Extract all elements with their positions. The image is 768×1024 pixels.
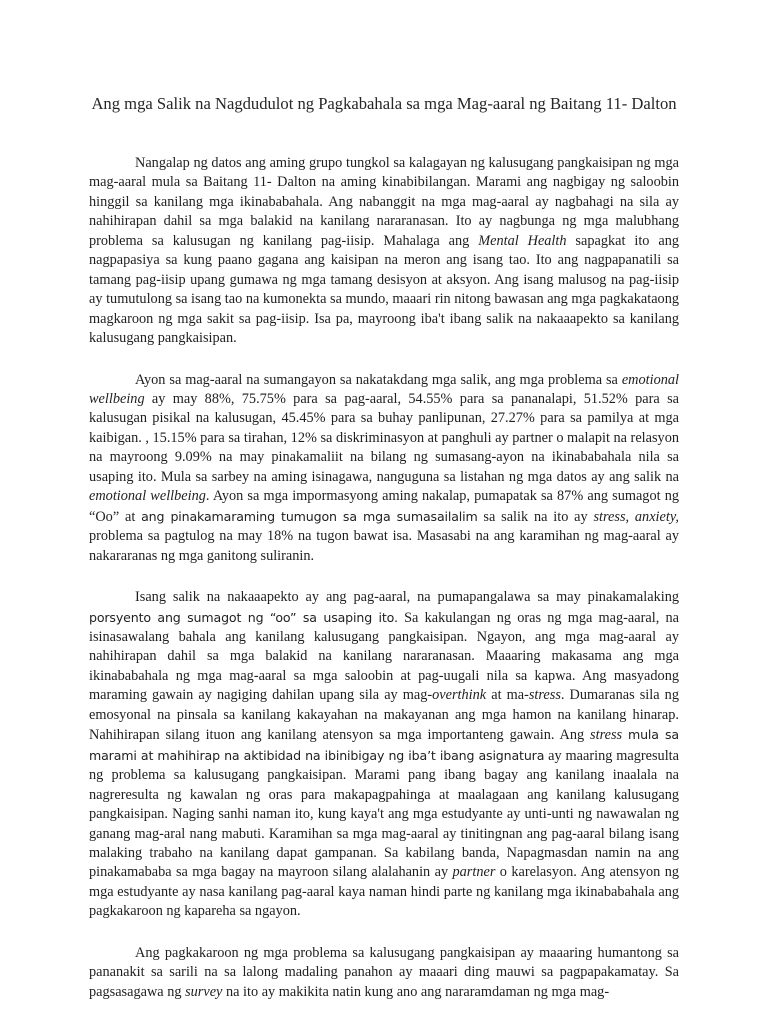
paragraph-text: sapagkat ito ang nagpapasiya sa kung paano gagana ang kaisipan na meron ang isang tao. Ito ang nagpapanatili sa tamang pag-iisip upang gumawa ng mga tamang desisyon at aksyon. Ang isang malusog na pag-iisip ay tumutulong sa isang tao na kumonekta sa mundo, maaari rin nitong bawasan ang mga pagkakataong magkaroon ng mga sakit sa pag-iisip. Isa pa, mayroong iba't ibang salik na nakaaapekto sa kanilang kalusugang pangkaisipan. bbox=[89, 232, 679, 347]
paragraph-text: Ayon sa mag-aaral na sumangayon sa nakatakdang mga salik, ang mga problema sa bbox=[135, 371, 622, 388]
paragraph-text: sa salik na ito ay bbox=[477, 508, 594, 525]
paragraph-text: ang pinakamaraming tumugon sa mga sumasailalim bbox=[141, 508, 478, 524]
emphasized-text: stress bbox=[590, 727, 623, 744]
document-title: Ang mga Salik na Nagdudulot ng Pagkabahala sa mga Mag-aaral ng Baitang 11- Dalton bbox=[91, 94, 677, 113]
paragraph-text: Ang pagkakaroon ng mga problema sa kalusugang pangkaisipan ay maaaring humantong sa pananakit sa sarili na sa lalong madaling panahon ay maaari ding mauwi sa pagpapakamatay. Sa pagsasagawa ng bbox=[89, 944, 679, 1000]
emphasized-text: overthink bbox=[432, 687, 487, 704]
paragraph-text: Nangalap ng datos ang aming grupo tungkol sa kalagayan ng kalusugang pangkaisipan ng mga mag-aaral mula sa Baitang 11- Dalton na aming kinabibilangan. Marami ang nagbigay ng saloobin hinggil sa kanilang mga ikinababahala. Ang nabanggit na mga mag-aaral ay nagbahagi na sila ay nahihirapan dahil sa mga balakid na kanilang nararanasan. Ito ay nagbunga ng mga malubhang problema sa kalusugan ng kanilang pag-iisip. Mahalaga ang bbox=[89, 155, 679, 249]
paragraph-text: o karelasyon. Ang atensyon ng mga estudyante ay nasa kanilang pag-aaral kaya naman hindi parte ng kanilang mga ikinababahala ang pagkakaroon ng kapareha sa ngayon. bbox=[89, 864, 679, 920]
paragraph-text: . Ayon sa mga impormasyong aming nakalap, pumapatak sa 87% ang sumagot ng “Oo” at bbox=[89, 488, 680, 525]
paragraph-text: problema sa pagtulog na may 18% na tugon bawat isa. Masasabi na ang karamihan ng mag-aaral ay nakararanas ng mga ganitong suliranin. bbox=[89, 528, 679, 564]
emphasized-text: stress bbox=[528, 687, 561, 704]
paragraph-1 bbox=[89, 154, 679, 349]
paragraph-text: mula sa marami at mahihirap na aktibidad na ibinibigay ng iba’t ibang asignatura bbox=[89, 727, 679, 763]
paragraph-text: ay maaring magresulta ng problema sa kalusugang pangkaisipan. Marami pang ibang bagay ang kanilang inaalala na nagreresulta ng kawalan ng oras para makapagpahinga at maalagaan ang kanilang kalusugang pangkaisipan. Naging sanhi naman ito, kung kaya't ang mga estudyante ay unti-unti ng nawawalan ng ganang mag-aral nang mabuti. Karamihan sa mga mag-aaral ay tinitingnan ang pag-aaral bilang isang malaking trabaho na kanilang dapat gampanan. Sa kabilang banda, Napagmasdan namin na ang pinakamababa sa mga bagay na mayroon silang alalahanin ay bbox=[89, 747, 679, 881]
emphasized-text: partner bbox=[452, 864, 496, 881]
paragraph-text: Sa kakulangan ng oras ng mga mag-aaral, na isinasawalang bahala ang kanilang kalusugang pangkaisipan. Ngayon, ang mga mag-aaral ay nahihirapan dahil sa mga balakid na kanilang nararanasan. Maaaring makasama ang mga ikinababahala ng mga mag-aaral sa mga saloobin at pag-uugali nila sa kapwa. Ang masyadong maraming gawain ay nagiging dahilan upang sila ay mag- bbox=[89, 609, 679, 704]
paragraph-2 bbox=[89, 371, 679, 567]
paragraph-text: porsyento ang sumagot ng “oo” sa usaping ito. bbox=[89, 609, 398, 625]
paragraph-text: ay may 88%, 75.75% para sa pag-aaral, 54.55% para sa pananalapi, 51.52% para sa kalusugan pisikal na kalusugan, 45.45% para sa buhay panlipunan, 27.27% para sa pamilya at mga kaibigan. , 15.15% para sa tirahan, 12% sa diskriminasyon at panghuli ay partner o malapit na relasyon na mayroong 9.09% na may pinakamaliit na bilang ng sumasang-ayon na ikinababahala nila sa usaping ito. Mula sa sarbey na aming isinagawa, nanguguna sa listahan ng mga datos ay ang salik na bbox=[89, 390, 679, 485]
emphasized-text: emotional wellbeing bbox=[89, 488, 206, 505]
document-body bbox=[89, 154, 679, 1024]
emphasized-text: stress, anxiety, bbox=[593, 508, 679, 525]
paragraph-4 bbox=[89, 944, 679, 1002]
paragraph-3 bbox=[89, 588, 679, 922]
paragraph-text: . Dumaranas sila ng emosyonal na pinsala sa kanilang kakayahan na makayanan ang mga hamon na kanilang hinarap. Nahihirapan silang ituon ang kanilang atensyon sa mga importanteng gawain. Ang bbox=[89, 687, 679, 744]
paragraph-text: at ma- bbox=[486, 687, 529, 704]
emphasized-text: emotional wellbeing bbox=[89, 371, 679, 407]
paragraph-text: na ito ay makikita natin kung ano ang nararamdaman ng mga mag- bbox=[222, 983, 610, 1000]
emphasized-text: Mental Health bbox=[478, 232, 567, 249]
emphasized-text: survey bbox=[185, 983, 223, 1000]
paragraph-text: Isang salik na nakaaapekto ay ang pag-aaral, na pumapangalawa sa may pinakamalaking bbox=[135, 589, 679, 606]
